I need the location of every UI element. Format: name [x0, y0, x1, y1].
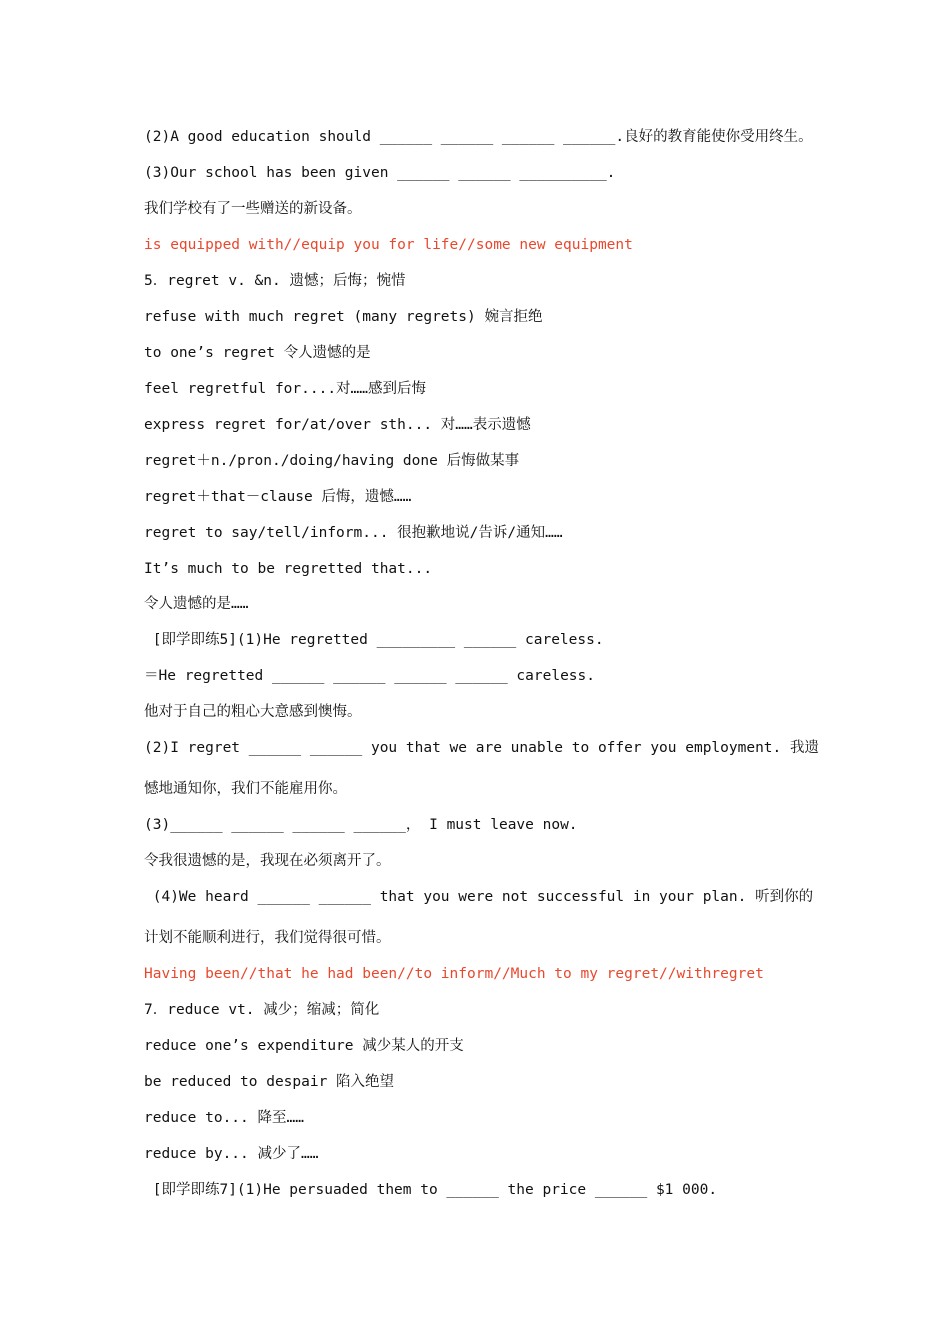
phrase-line: regret to say/tell/inform... 很抱歉地说/告诉/通知…… — [144, 525, 563, 541]
phrase-line: It’s much to be regretted that... — [144, 561, 433, 577]
phrase-line: reduce by... 减少了…… — [144, 1146, 319, 1162]
exercise-line: (4)We heard ______ ______ that you were not successful in your plan. 听到你的 — [144, 889, 814, 905]
answer-key: is equipped with//equip you for life//some new equipment — [144, 237, 633, 253]
exercise-line: (2)I regret ______ ______ you that we are unable to offer you employment. 我遗 — [144, 740, 820, 756]
phrase-line: regret＋that－clause 后悔，遗憾…… — [144, 489, 412, 505]
translation-line: 计划不能顺利进行，我们觉得很可惜。 — [144, 930, 391, 946]
phrase-line: express regret for/at/over sth... 对……表示遗憾 — [144, 417, 531, 433]
answer-key: Having been//that he had been//to inform//Much to my regret//withregret — [144, 966, 764, 982]
translation-line: 令我很遗憾的是，我现在必须离开了。 — [144, 853, 391, 869]
phrase-line: be reduced to despair 陷入绝望 — [144, 1074, 395, 1090]
phrase-line: to one’s regret 令人遗憾的是 — [144, 345, 371, 361]
translation-line: 他对于自己的粗心大意感到懊悔。 — [144, 704, 362, 720]
phrase-line: regret＋n./pron./doing/having done 后悔做某事 — [144, 453, 520, 469]
exercise-line: (2)A good education should ______ ______ ______ ______.良好的教育能使你受用终生。 — [144, 129, 813, 145]
vocab-heading: 5．regret v. &n. 遗憾；后悔；惋惜 — [144, 273, 406, 289]
exercise-line: [即学即练7](1)He persuaded them to ______ the price ______ $1 000. — [144, 1182, 718, 1198]
vocab-heading: 7．reduce vt. 减少；缩减；简化 — [144, 1002, 380, 1018]
exercise-line: (3)______ ______ ______ ______， I must leave now. — [144, 817, 578, 833]
phrase-line: reduce one’s expenditure 减少某人的开支 — [144, 1038, 464, 1054]
translation-line: 令人遗憾的是…… — [144, 596, 249, 612]
phrase-line: refuse with much regret (many regrets) 婉言拒绝 — [144, 309, 543, 325]
translation-line: 憾地通知你，我们不能雇用你。 — [144, 781, 347, 797]
exercise-line: (3)Our school has been given ______ ______ __________. — [144, 165, 616, 181]
exercise-line: [即学即练5](1)He regretted _________ ______ careless. — [144, 632, 604, 648]
phrase-line: feel regretful for....对……感到后悔 — [144, 381, 427, 397]
translation-line: 我们学校有了一些赠送的新设备。 — [144, 201, 362, 217]
exercise-line: ＝He regretted ______ ______ ______ ______ careless. — [144, 668, 595, 684]
phrase-line: reduce to... 降至…… — [144, 1110, 304, 1126]
